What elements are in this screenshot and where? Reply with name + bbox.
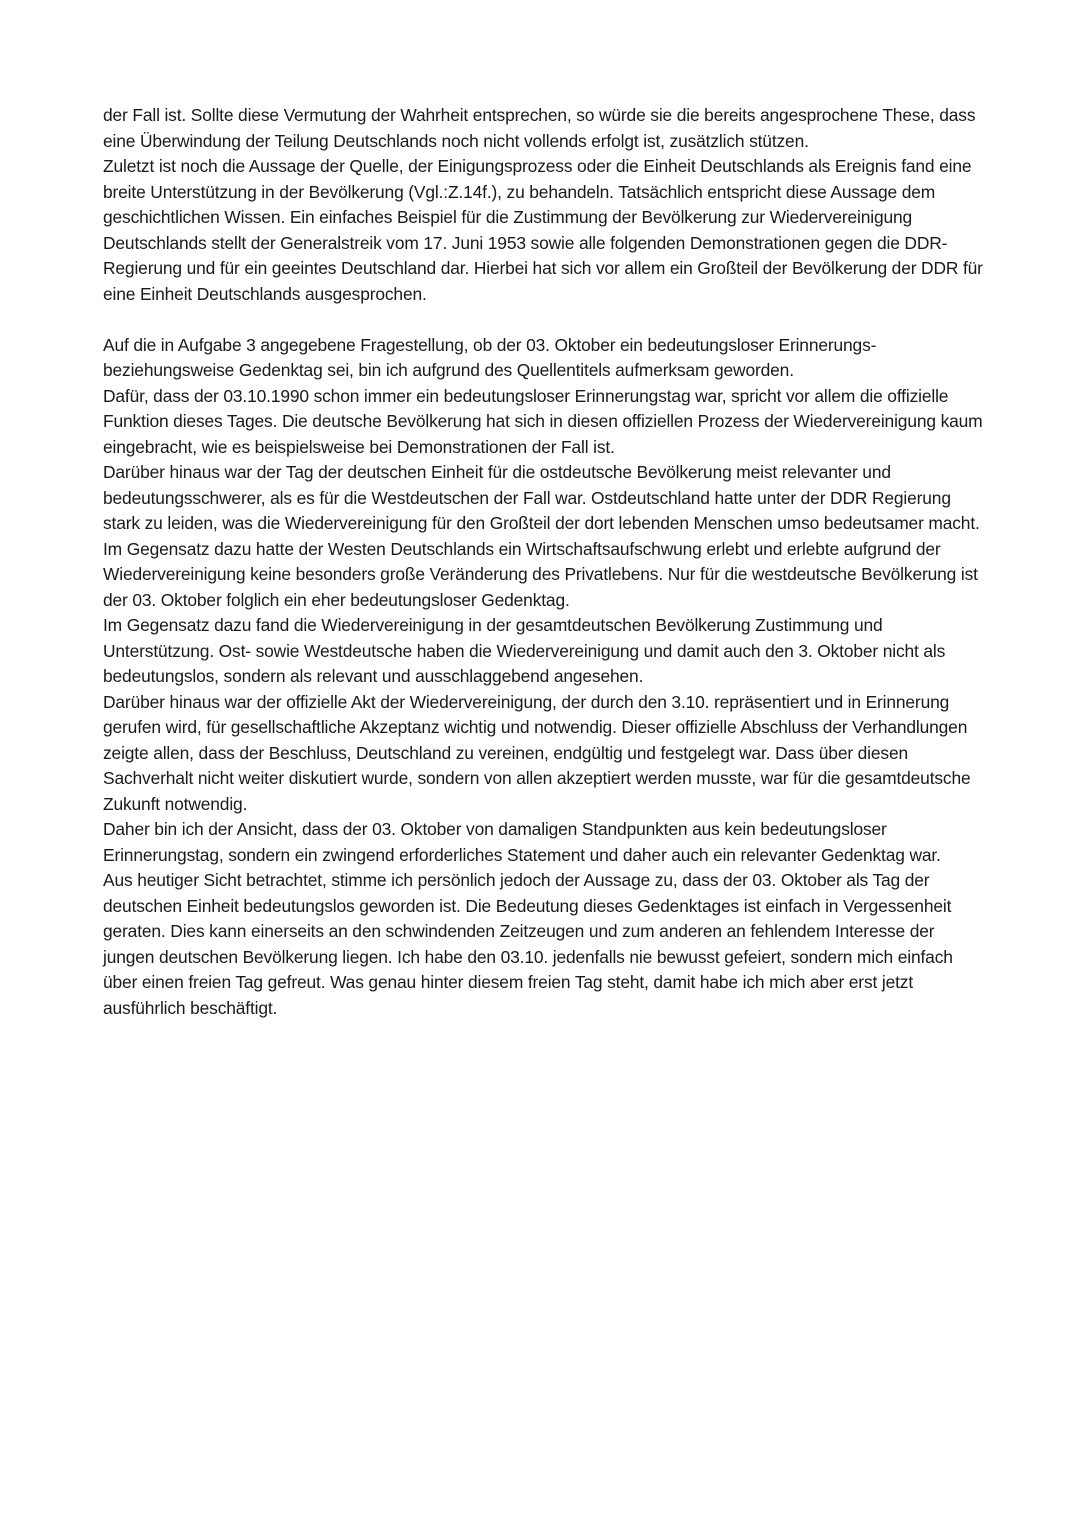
paragraph-ansicht: Daher bin ich der Ansicht, dass der 03. Oktober von damaligen Standpunkten aus kein bedeutungsloser Erinnerungstag, sondern ein zwingend erforderliches Statement und daher auch ein relevanter Gedenktag war. xyxy=(103,819,941,865)
paragraph-vermutung: der Fall ist. Sollte diese Vermutung der Wahrheit entsprechen, so würde sie die bereits angesprochene These, dass eine Überwindung der Teilung Deutschlands noch nicht vollends erfolgt ist, zusätzlich stützen. xyxy=(103,105,976,151)
paragraph-zustimmung: Im Gegensatz dazu fand die Wiedervereinigung in der gesamtdeutschen Bevölkerung Zustimmung und Unterstützung. Ost- sowie Westdeutsche haben die Wiedervereinigung und damit auch den 3. Oktober nicht als bedeutungslos, sondern als relevant und ausschlaggebend angesehen. xyxy=(103,615,946,686)
section-gap xyxy=(103,307,983,333)
paragraph-fragestellung: Auf die in Aufgabe 3 angegebene Fragestellung, ob der 03. Oktober ein bedeutungsloser Erinnerungs- beziehungsweise Gedenktag sei, bin ich aufgrund des Quellentitels aufmerksam geworden. xyxy=(103,334,877,380)
paragraph-unterstuetzung: Zuletzt ist noch die Aussage der Quelle, der Einigungsprozess oder die Einheit Deutschlands als Ereignis fand eine breite Unterstützung in der Bevölkerung (Vgl.:Z.14f.), zu behandeln. Tatsächlich entspricht diese Aussage dem geschichtlichen Wissen. Ein einfaches Beispiel für die Zustimmung der Bevölkerung zur Wiedervereinigung Deutschlands stellt der Generalstreik vom 17. Juni 1953 sowie alle folgenden Demonstrationen gegen die DDR-Regierung und für ein geeintes Deutschland dar. Hierbei hat sich vor allem ein Großteil der Bevölkerung der DDR für eine Einheit Deutschlands ausgesprochen. xyxy=(103,156,983,304)
paragraph-heutige-sicht: Aus heutiger Sicht betrachtet, stimme ich persönlich jedoch der Aussage zu, dass der 03. Oktober als Tag der deutschen Einheit bedeutungslos geworden ist. Die Bedeutung dieses Gedenktages ist einfach in Vergessenheit geraten. Dies kann einerseits an den schwindenden Zeitzeugen und zum anderen an fehlendem Interesse der jungen deutschen Bevölkerung liegen. Ich habe den 03.10. jedenfalls nie bewusst gefeiert, sondern mich einfach über einen freien Tag gefreut. Was genau hinter diesem freien Tag steht, damit habe ich mich aber erst jetzt ausführlich beschäftigt. xyxy=(103,870,953,1018)
paragraph-ost-west: Darüber hinaus war der Tag der deutschen Einheit für die ostdeutsche Bevölkerung meist relevanter und bedeutungsschwerer, als es für die Westdeutschen der Fall war. Ostdeutschland hatte unter der DDR Regierung stark zu leiden, was die Wiedervereinigung für den Großteil der dort lebenden Menschen umso bedeutsamer macht. Im Gegensatz dazu hatte der Westen Deutschlands ein Wirtschaftsaufschwung erlebt und erlebte aufgrund der Wiedervereinigung keine besonders große Veränderung des Privatlebens. Nur für die westdeutsche Bevölkerung ist der 03. Oktober folglich ein eher bedeutungsloser Gedenktag. xyxy=(103,462,980,610)
document-page xyxy=(103,103,983,1021)
paragraph-offizieller-akt: Darüber hinaus war der offizielle Akt der Wiedervereinigung, der durch den 3.10. repräsentiert und in Erinnerung gerufen wird, für gesellschaftliche Akzeptanz wichtig und notwendig. Dieser offizielle Abschluss der Verhandlungen zeigte allen, dass der Beschluss, Deutschland zu vereinen, endgültig und festgelegt war. Dass über diesen Sachverhalt nicht weiter diskutiert wurde, sondern von allen akzeptiert werden musste, war für die gesamtdeutsche Zukunft notwendig. xyxy=(103,691,971,814)
paragraph-offizielle-funktion: Dafür, dass der 03.10.1990 schon immer ein bedeutungsloser Erinnerungstag war, spricht vor allem die offizielle Funktion dieses Tages. Die deutsche Bevölkerung hat sich in diesen offiziellen Prozess der Wiedervereinigung kaum eingebracht, wie es beispielsweise bei Demonstrationen der Fall ist. xyxy=(103,385,983,457)
